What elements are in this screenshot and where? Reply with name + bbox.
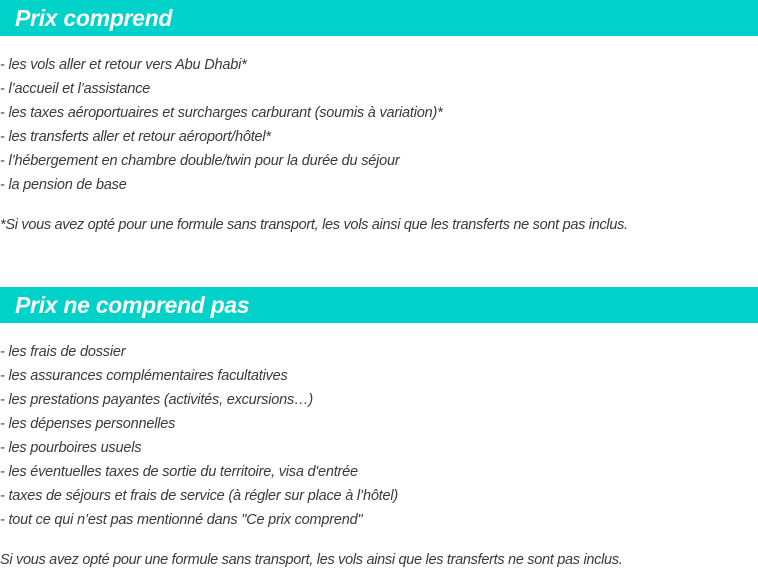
included-list: [0, 53, 443, 197]
list-item: - les taxes aéroportuaires et surcharges carburant (soumis à variation)*: [0, 105, 443, 121]
list-item: - l’accueil et l’assistance: [0, 81, 151, 97]
section-header-included: Prix comprend: [0, 0, 758, 36]
list-item: - les vols aller et retour vers Abu Dhabi*: [0, 57, 247, 73]
list-item: - les prestations payantes (activités, excursions…): [0, 392, 313, 408]
list-item: - tout ce qui n’est pas mentionné dans "Ce prix comprend": [0, 512, 363, 528]
list-item: - les éventuelles taxes de sortie du territoire, visa d'entrée: [0, 464, 358, 480]
excluded-footnote: Si vous avez opté pour une formule sans transport, les vols ainsi que les transferts ne sont pas inclus.: [0, 552, 623, 568]
list-item: - les frais de dossier: [0, 344, 126, 360]
list-item: - les dépenses personnelles: [0, 416, 176, 432]
list-item: - les transferts aller et retour aéroport/hôtel*: [0, 129, 271, 145]
list-item: - taxes de séjours et frais de service (à régler sur place à l’hôtel): [0, 488, 399, 504]
list-item: - les pourboires usuels: [0, 440, 142, 456]
excluded-list: [0, 340, 398, 532]
list-item: - la pension de base: [0, 177, 127, 193]
list-item: - les assurances complémentaires facultatives: [0, 368, 288, 384]
list-item: - l’hébergement en chambre double/twin pour la durée du séjour: [0, 153, 400, 169]
section-header-excluded: Prix ne comprend pas: [0, 287, 758, 323]
included-footnote: *Si vous avez opté pour une formule sans transport, les vols ainsi que les transferts ne sont pas inclus.: [0, 217, 628, 233]
